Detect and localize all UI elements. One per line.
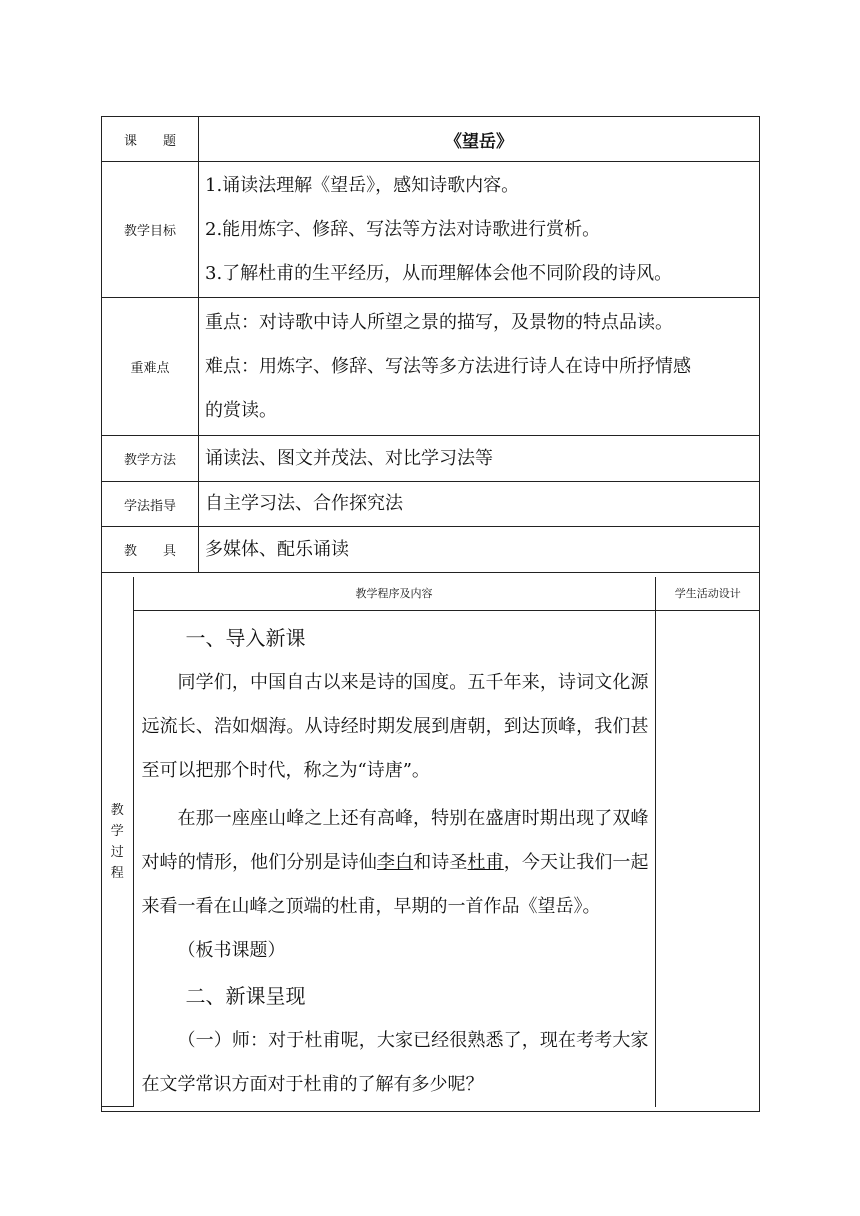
poets-text-b: 和诗圣: [413, 851, 468, 873]
activity-column-header: 学生活动设计: [655, 577, 760, 611]
tools-row: [102, 527, 760, 573]
goal-item: 2.能用炼字、修辞、写法等方法对诗歌进行赏析。: [205, 218, 601, 240]
section-heading-intro: 一、导入新课: [185, 625, 306, 650]
guide-value: 自主学习法、合作探究法: [199, 482, 760, 527]
goal-item: 3.了解杜甫的生平经历，从而理解体会他不同阶段的诗风。: [205, 262, 673, 284]
method-row: [102, 436, 760, 482]
process-body-row: [102, 610, 760, 1107]
key-points-cell: [199, 298, 760, 436]
process-cell: [102, 573, 760, 1112]
method-label: 教学方法: [102, 436, 199, 482]
du-fu-link: 杜甫: [467, 851, 504, 873]
guide-label: 学法指导: [102, 482, 199, 527]
goal-item: 1.诵读法理解《望岳》，感知诗歌内容。: [205, 174, 520, 196]
side-char: 过: [110, 844, 124, 860]
process-content: [133, 610, 655, 1107]
goals-cell: [199, 162, 760, 298]
key-point-line: 难点：用炼字、修辞、写法等多方法进行诗人在诗中所抒情感: [205, 355, 691, 377]
process-row: [102, 573, 760, 1112]
goals-row: [102, 162, 760, 298]
guide-row: [102, 482, 760, 527]
question-paragraph: （一）师：对于杜甫呢，大家已经很熟悉了，现在考考大家在文学常识方面对于杜甫的了解有多少呢？: [141, 1029, 649, 1095]
tools-value: 多媒体、配乐诵读: [199, 527, 760, 573]
li-bai-link: 李白: [376, 851, 414, 873]
key-point-line: 的赏读。: [205, 399, 277, 421]
process-side-label: [102, 577, 133, 1107]
method-value: 诵读法、图文并茂法、对比学习法等: [199, 436, 760, 482]
title-row: [102, 117, 760, 162]
intro-paragraph: 同学们，中国自古以来是诗的国度。五千年来，诗词文化源远流长、浩如烟海。从诗经时期发展到唐朝，到达顶峰，我们甚至可以把那个时代，称之为“诗唐”。: [141, 671, 649, 781]
section-heading-new: 二、新课呈现: [185, 983, 306, 1008]
key-points-row: [102, 298, 760, 436]
lesson-plan-table: [101, 116, 760, 1112]
side-char: 程: [110, 865, 124, 881]
process-header-row: [102, 577, 760, 611]
goals-label: 教学目标: [102, 162, 199, 298]
poets-text-a: 在那一座座山峰之上还有高峰，特别在盛唐时期出现了双峰对峙的情形，他们分别是诗仙: [141, 807, 649, 873]
process-table: [102, 577, 760, 1108]
tools-label: 教 具: [102, 527, 199, 573]
board-note: （板书课题）: [177, 939, 286, 961]
side-char: 学: [110, 823, 124, 839]
content-column-header: 教学程序及内容: [133, 577, 655, 611]
activity-cell: [655, 610, 760, 1107]
key-points-label: 重难点: [102, 298, 199, 436]
title-label: 课 题: [102, 117, 199, 162]
poets-text-c: ，今天让我们一起来看一看在山峰之顶端的杜甫，早期的一首作品《望岳》。: [141, 851, 649, 917]
key-point-line: 重点：对诗歌中诗人所望之景的描写，及景物的特点品读。: [205, 311, 673, 333]
side-char: 教: [110, 802, 124, 818]
lesson-title: 《望岳》: [199, 117, 760, 162]
poets-paragraph: [142, 797, 649, 929]
